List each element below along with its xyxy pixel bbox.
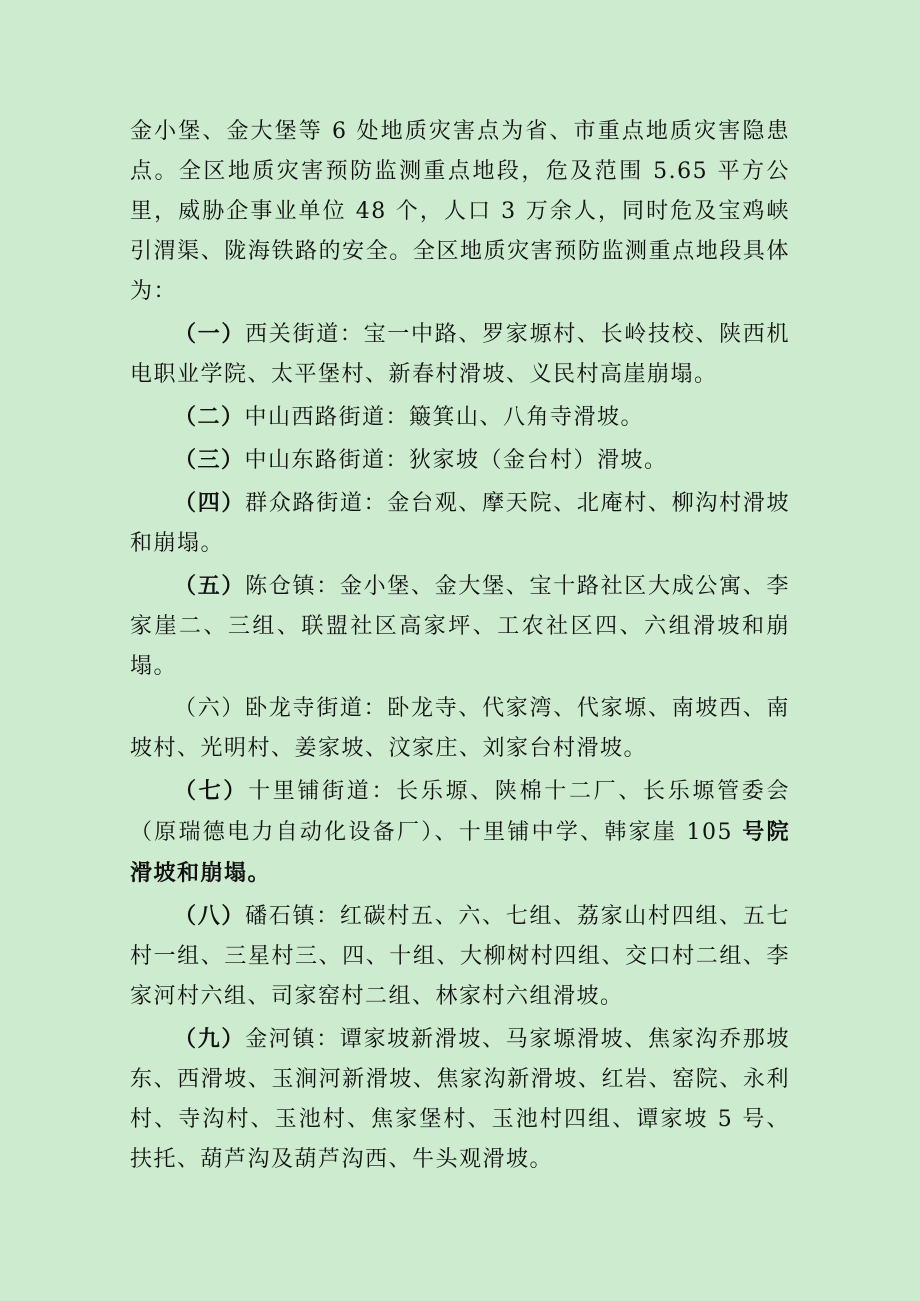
- item-label: （四）: [174, 490, 246, 516]
- item-text: 中山西路街道：簸箕山、八角寺滑坡。: [244, 405, 645, 430]
- item-label: （二）: [174, 404, 245, 430]
- item-text: 西关街道：宝一中路、罗家塬村、长岭技校、陕西机电职业学院、太平堡村、新春村滑坡、义民村高崖崩塌。: [130, 322, 790, 387]
- list-item: [130, 440, 790, 481]
- item-text-bold: 号院滑坡和崩塌。: [130, 819, 790, 886]
- intro-paragraph: 金小堡、金大堡等 6 处地质灾害点为省、市重点地质灾害隐患点。全区地质灾害预防监测重点地段，危及范围 5.65 平方公里，威胁企事业单位 48 个，人口 3 万余人，同时危及宝鸡峡引渭渠、陇海铁路的安全。全区地质灾害预防监测重点地段具体为：: [130, 119, 790, 304]
- item-text: 金河镇：谭家坡新滑坡、马家塬滑坡、焦家沟乔那坡东、西滑坡、玉涧河新滑坡、焦家沟新滑坡、红岩、窑院、永利村、寺沟村、玉池村、焦家堡村、玉池村四组、谭家坡 5 号、扶托、葫芦沟及葫芦沟西、牛头观滑坡。: [130, 1027, 790, 1172]
- item-text: 卧龙寺街道：卧龙寺、代家湾、代家塬、南坡西、南坡村、光明村、姜家坡、汶家庄、刘家台村滑坡。: [130, 696, 790, 761]
- item-label: （三）: [174, 447, 245, 473]
- list-item: [130, 1019, 790, 1180]
- list-item: [130, 397, 790, 438]
- item-label: （七）: [174, 778, 249, 804]
- item-label: （一）: [174, 321, 246, 347]
- item-text: 陈仓镇：金小堡、金大堡、宝十路社区大成公寓、李家崖二、三组、联盟社区高家坪、工农社区四、六组滑坡和崩塌。: [130, 574, 790, 679]
- list-item: [130, 771, 790, 894]
- item-text: 中山东路街道：狄家坡（金台村）滑坡。: [244, 448, 668, 473]
- item-text: 磻石镇：红碳村五、六、七组、荔家山村四组、五七村一组、三星村三、四、十组、大柳树村四组、交口村二组、李家河村六组、司家窑村二组、林家村六组滑坡。: [130, 904, 790, 1009]
- item-label: （八）: [174, 903, 246, 929]
- list-item: [130, 483, 790, 564]
- list-item: [130, 689, 790, 769]
- document-body: [130, 112, 790, 1180]
- item-text: 十里铺街道：长乐塬、陕棉十二厂、长乐塬管委会（原瑞德电力自动化设备厂）、十里铺中学、韩家崖 105: [130, 779, 790, 845]
- item-text: 群众路街道：金台观、摩天院、北庵村、柳沟村滑坡和崩塌。: [130, 491, 790, 556]
- item-label: （五）: [174, 573, 246, 599]
- item-label: （六）: [174, 696, 246, 721]
- list-item: [130, 314, 790, 395]
- list-item: [130, 896, 790, 1017]
- item-label: （九）: [174, 1026, 246, 1052]
- list-item: [130, 566, 790, 687]
